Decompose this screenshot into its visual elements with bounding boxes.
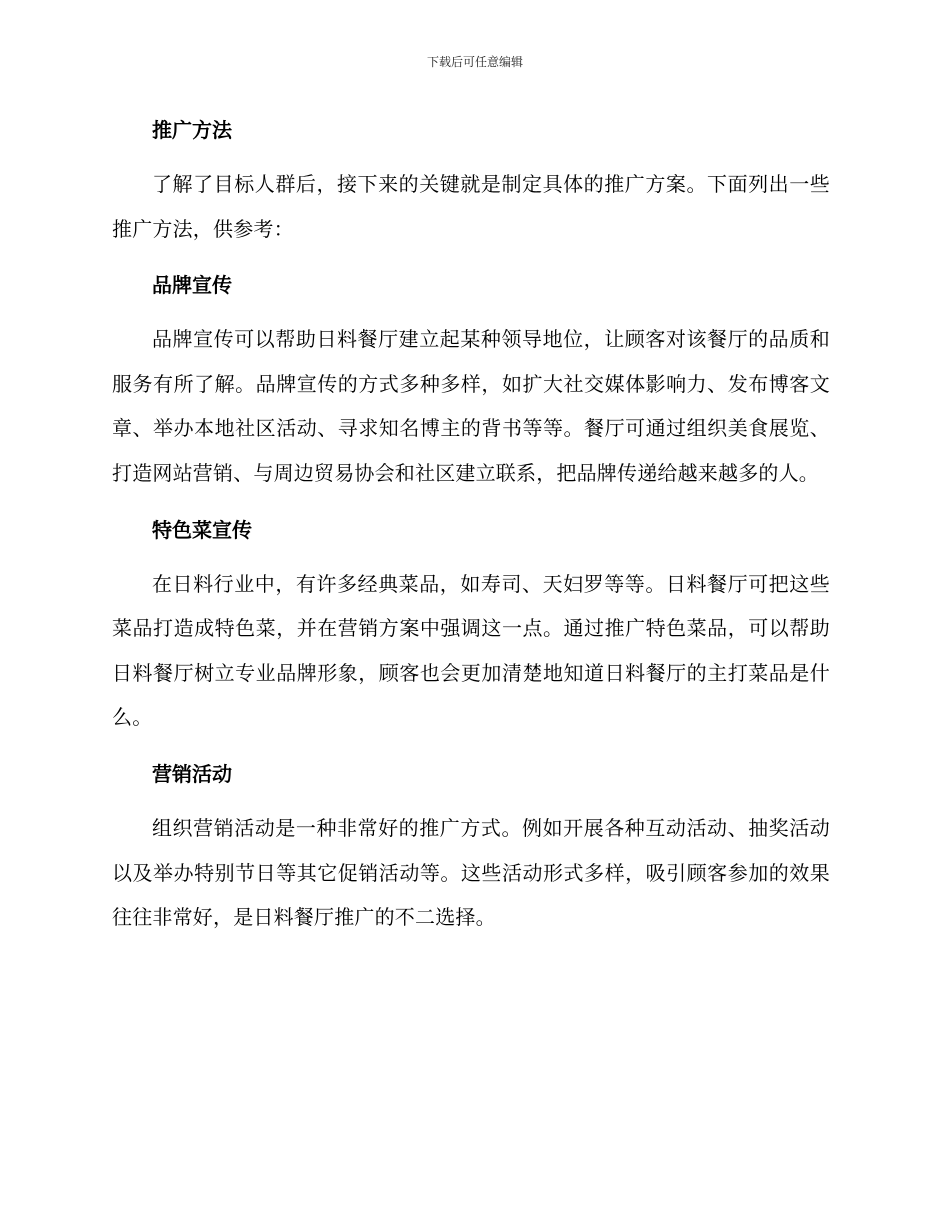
- section-marketing-activities: [112, 754, 830, 940]
- section-heading: 推广方法: [152, 118, 232, 142]
- section-heading: 品牌宣传: [152, 273, 232, 298]
- section-heading: 营销活动: [152, 761, 232, 786]
- page-header: 下载后可任意编辑: [426, 55, 523, 69]
- section-paragraph: 在日料行业中，有许多经典菜品，如寿司、天妇罗等等。日料餐厅可把这些菜品打造成特色菜，并在营销方案中强调这一点。通过推广特色菜品，可以帮助日料餐厅树立专业品牌形象，顾客也会更加清楚地知道日料餐厅的主打菜品是什么。: [112, 571, 830, 730]
- section-paragraph: 了解了目标人群后，接下来的关键就是制定具体的推广方案。下面列出一些推广方法，供参考：: [112, 172, 830, 241]
- section-brand-promotion: [112, 265, 830, 495]
- section-paragraph: 组织营销活动是一种非常好的推广方式。例如开展各种互动活动、抽奖活动以及举办特别节日等其它促销活动等。这些活动形式多样，吸引顾客参加的效果往往非常好，是日料餐厅推广的不二选择。: [112, 815, 830, 930]
- section-paragraph: 品牌宣传可以帮助日料餐厅建立起某种领导地位，让顾客对该餐厅的品质和服务有所了解。品牌宣传的方式多种多样，如扩大社交媒体影响力、发布博客文章、举办本地社区活动、寻求知名博主的背书等等。餐厅可通过组织美食展览、打造网站营销、与周边贸易协会和社区建立联系，把品牌传递给越来越多的人。: [112, 327, 830, 485]
- section-signature-dish-promotion: [112, 510, 830, 740]
- section-promotion-methods: [112, 110, 830, 251]
- section-heading: 特色菜宣传: [152, 517, 252, 542]
- document-body: [112, 110, 830, 954]
